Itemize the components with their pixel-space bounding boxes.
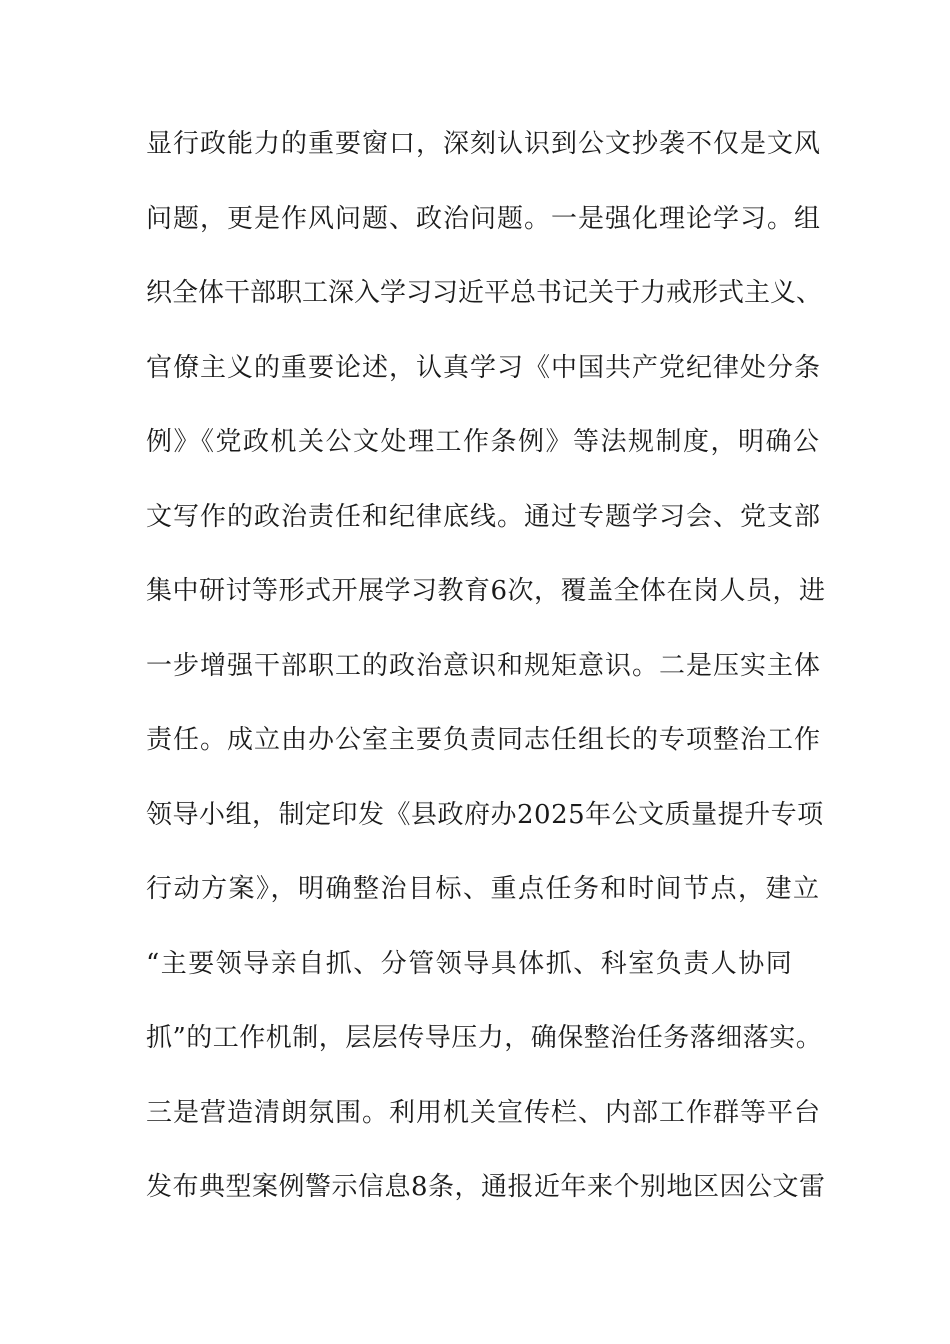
text-line: 行动方案》，明确整治目标、重点任务和时间节点，建立 xyxy=(146,874,821,904)
text-line: 问题，更是作风问题、政治问题。一是强化理论学习。组 xyxy=(146,203,822,234)
text-line: “主要领导亲自抓、分管领导具体抓、科室负责人协同 xyxy=(146,948,794,979)
text-line: 领导小组，制定印发《县政府办2025年公文质量提升专项 xyxy=(146,799,824,830)
text-line: 例》《党政机关公文处理工作条例》等法规制度，明确公 xyxy=(146,427,821,457)
text-line: 文写作的政治责任和纪律底线。通过专题学习会、党支部 xyxy=(146,501,822,532)
text-line: 责任。成立由办公室主要负责同志任组长的专项整治工作 xyxy=(146,725,822,755)
text-line: 集中研讨等形式开展学习教育6次，覆盖全体在岗人员，进 xyxy=(146,576,826,606)
body-text xyxy=(146,118,826,1236)
text-line: 一步增强干部职工的政治意识和规矩意识。二是压实主体 xyxy=(146,650,822,681)
text-line: 织全体干部职工深入学习习近平总书记关于力戒形式主义、 xyxy=(146,278,823,308)
text-line: 抓”的工作机制，层层传导压力，确保整治任务落细落实。 xyxy=(146,1023,823,1053)
text-line: 官僚主义的重要论述，认真学习《中国共产党纪律处分条 xyxy=(146,352,822,383)
text-line: 三是营造清朗氛围。利用机关宣传栏、内部工作群等平台 xyxy=(146,1097,822,1128)
text-line: 显行政能力的重要窗口，深刻认识到公文抄袭不仅是文风 xyxy=(146,129,822,159)
text-line: 发布典型案例警示信息8条，通报近年来个别地区因公文雷 xyxy=(146,1172,826,1202)
